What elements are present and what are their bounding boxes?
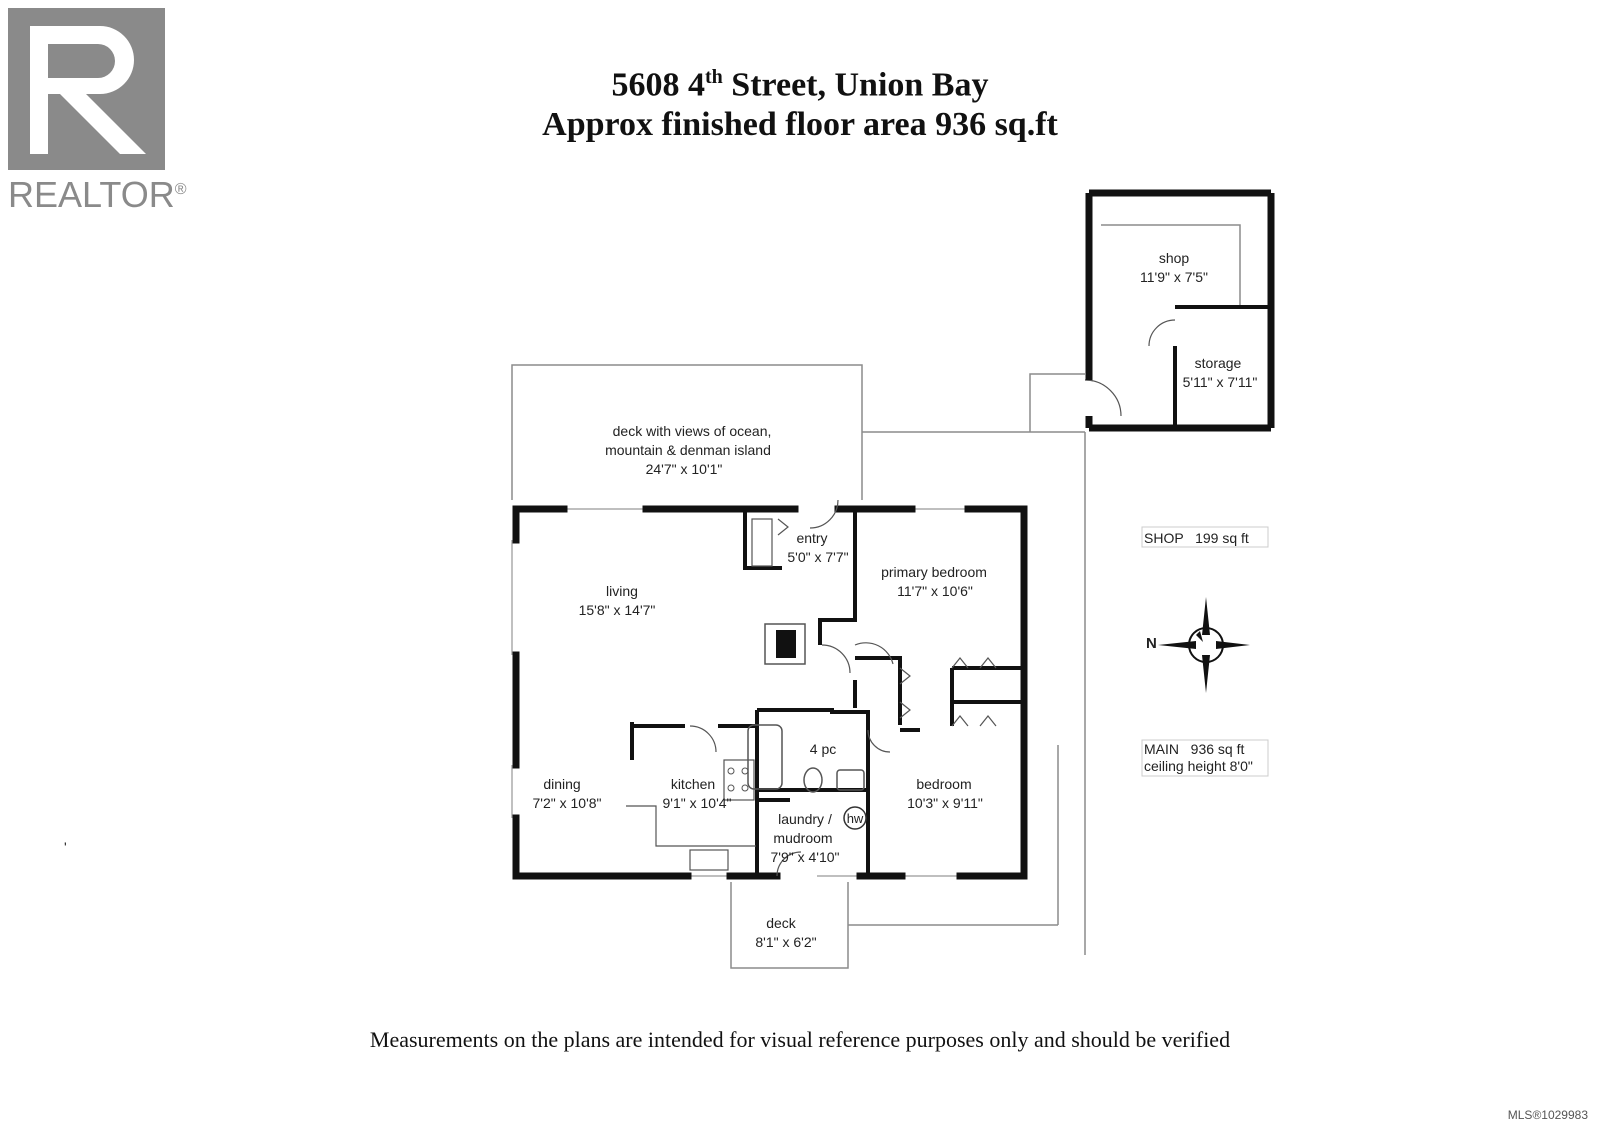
shop-walls — [1089, 193, 1271, 428]
stove — [724, 760, 754, 800]
disclaimer: Measurements on the plans are intended for visual reference purposes only and should be verified — [369, 1027, 1231, 1052]
storage-name: storage — [1194, 355, 1242, 371]
kitchen-size: 9'1" x 10'4" — [662, 795, 732, 811]
mls-number: MLS®1029983 — [1507, 1108, 1588, 1122]
entry-name: entry — [796, 530, 828, 546]
ceiling-height-label: ceiling height 8'0" — [1144, 758, 1253, 774]
entry-size: 5'0" x 7'7" — [787, 549, 849, 565]
shop-name: shop — [1158, 250, 1190, 266]
bath-name: 4 pc — [809, 741, 837, 757]
compass-north-label: N — [1146, 635, 1157, 652]
shop-area-label: SHOP 199 sq ft — [1144, 530, 1249, 546]
storage-size: 5'11" x 7'11" — [1182, 374, 1258, 390]
primary-bedroom-name: primary bedroom — [881, 564, 987, 580]
living-name: living — [606, 583, 638, 599]
bedroom-name: bedroom — [916, 776, 972, 792]
primary-bedroom-size: 11'7" x 10'6" — [897, 583, 973, 599]
page-subtitle: Approx finished floor area 936 sq.ft — [542, 106, 1058, 143]
realtor-wordmark: REALTOR® — [8, 174, 187, 215]
sink — [837, 770, 864, 790]
deck-top-line1: deck with views of ocean, — [612, 423, 772, 439]
laundry-line2: mudroom — [773, 830, 833, 846]
compass-icon — [1158, 597, 1250, 693]
dining-size: 7'2" x 10'8" — [532, 795, 602, 811]
deck-bottom-size: 8'1" x 6'2" — [755, 934, 817, 950]
bathtub — [748, 725, 782, 789]
kitchen-name: kitchen — [670, 776, 716, 792]
page-title: 5608 4th Street, Union Bay — [611, 66, 989, 104]
shop-size: 11'9" x 7'5" — [1140, 269, 1208, 285]
kitchen-sink — [690, 850, 728, 870]
bedroom-size: 10'3" x 9'11" — [907, 795, 983, 811]
hw-label: hw — [846, 811, 864, 826]
deck-top-size: 24'7" x 10'1" — [645, 461, 723, 477]
main-area-label: MAIN 936 sq ft — [1144, 741, 1245, 757]
fireplace — [776, 630, 796, 658]
counter — [626, 806, 756, 846]
laundry-line1: laundry / — [778, 811, 832, 827]
dining-name: dining — [543, 776, 581, 792]
stray-mark: ' — [64, 839, 67, 855]
entry-closet — [752, 519, 772, 566]
deck-top-line2: mountain & denman island — [605, 442, 771, 458]
laundry-size: 7'9" x 4'10" — [770, 849, 840, 865]
living-size: 15'8" x 14'7" — [578, 602, 656, 618]
deck-bottom-name: deck — [766, 915, 796, 931]
